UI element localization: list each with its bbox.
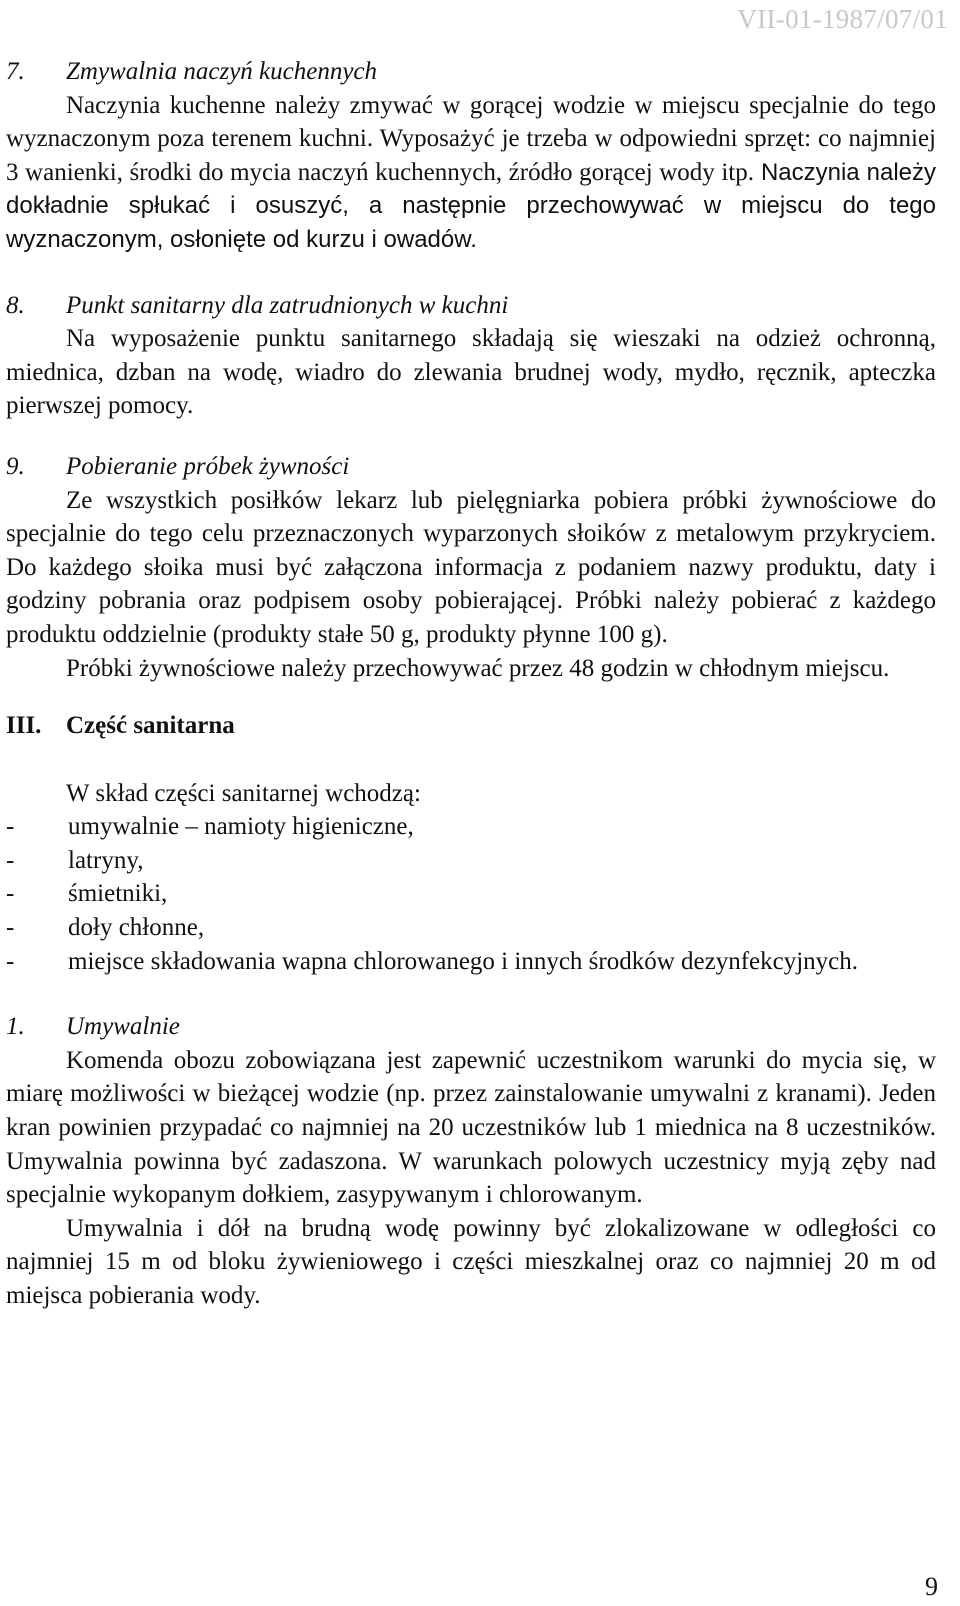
section-title: Zmywalnia naczyń kuchennych [66,58,378,85]
document-body [6,55,936,1313]
subsection-1 [6,1010,936,1312]
section-9-heading [6,450,936,484]
spacer [6,257,936,289]
list-item [6,911,936,945]
section-8 [6,289,936,423]
part-3 [6,709,936,978]
list-item-text: śmietniki, [68,880,168,908]
list-item [6,844,936,878]
spacer [6,743,936,777]
section-number: 7. [6,58,25,85]
list-item-text: doły chłonne, [68,914,205,942]
section-title: Umywalnie [66,1013,180,1041]
paragraph-text: Naczynia kuchenne należy zmywać w gorącej wodzie w miejscu specjalnie do tego wyznaczonym poza terenem kuchni. Wyposażyć je trzeba w odpowiedni sprzęt: co najmniej 3 wanienki, środki do mycia naczyń kuchennych, źródło gorącej wody itp. [6,91,936,186]
subsection-1-paragraph-2: Umywalnia i dół na brudną wodę powinny być zlokalizowane w odległości co najmniej 15 m od bloku żywieniowego i części mieszkalnej oraz co najmniej 20 m od miejsca pobierania wody. [6,1214,936,1309]
list-item [6,810,936,844]
section-title: Pobieranie próbek żywności [66,452,350,480]
spacer [6,423,936,450]
sanitary-items-list [6,810,936,978]
section-number: 9. [6,452,25,480]
document-code: VII-01-1987/07/01 [737,4,948,34]
section-title: Punkt sanitarny dla zatrudnionych w kuchni [66,291,509,319]
list-item-text: miejsce składowania wapna chlorowanego i innych środków dezynfekcyjnych. [68,947,859,975]
paragraph-text-sans: Naczynia należy dokładnie spłukać i osuszyć, a następnie przechowywać w miejscu do tego wyznaczonym, osłonięte od kurzu i owadów. [6,158,936,253]
subsection-1-paragraph-1: Komenda obozu zobowiązana jest zapewnić uczestnikom warunki do mycia się, w miarę możliwości w bieżącej wodzie (np. przez zainstalowanie umywalni z kranami). Jeden kran powinien przypadać co najmniej na 20 uczestników lub 1 miednica na 8 uczestników. Umywalnia powinna być zadaszona. W warunkach polowych uczestnicy myją zęby nad specjalnie wykopanym dołkiem, zasypywanym i chlorowanym. [6,1046,936,1209]
list-item-text: umywalnie – namioty higieniczne, [68,813,414,841]
list-dash: - [6,947,15,975]
section-7 [6,55,936,257]
subsection-1-heading [6,1010,936,1044]
section-number: 8. [6,291,25,319]
page-number: 9 [925,1572,938,1602]
list-dash: - [6,880,15,908]
part-title: Część sanitarna [66,712,235,740]
list-dash: - [6,846,15,874]
part-3-heading [6,709,936,743]
list-item [6,877,936,911]
list-intro: W skład części sanitarnej wchodzą: [66,779,421,807]
part-number: III. [6,712,42,740]
list-item [6,945,936,979]
section-7-heading [6,55,936,89]
section-9 [6,450,936,685]
section-9-paragraph-2: Próbki żywnościowe należy przechowywać przez 48 godzin w chłodnym miejscu. [66,654,890,682]
section-number: 1. [6,1013,25,1041]
spacer [6,978,936,1010]
list-dash: - [6,914,15,942]
section-7-paragraph [6,89,936,257]
section-8-heading [6,289,936,323]
list-item-text: latryny, [68,846,144,874]
list-dash: - [6,813,15,841]
section-9-paragraph-1: Ze wszystkich posiłków lekarz lub pielęgniarka pobiera próbki żywnościowe do specjalnie do tego celu przeznaczonych wyparzonych słoików z metalowym przykryciem. Do każdego słoika musi być załączona informacja z podaniem nazwy produktu, daty i godziny pobrania oraz podpisem osoby pobierającej. Próbki należy pobierać z każdego produktu oddzielnie (produkty stałe 50 g, produkty płynne 100 g). [6,486,936,648]
section-8-paragraph: Na wyposażenie punktu sanitarnego składają się wieszaki na odzież ochronną, miednica, dzban na wodę, wiadro do zlewania brudnej wody, mydło, ręcznik, apteczka pierwszej pomocy. [6,325,936,420]
spacer [6,685,936,709]
